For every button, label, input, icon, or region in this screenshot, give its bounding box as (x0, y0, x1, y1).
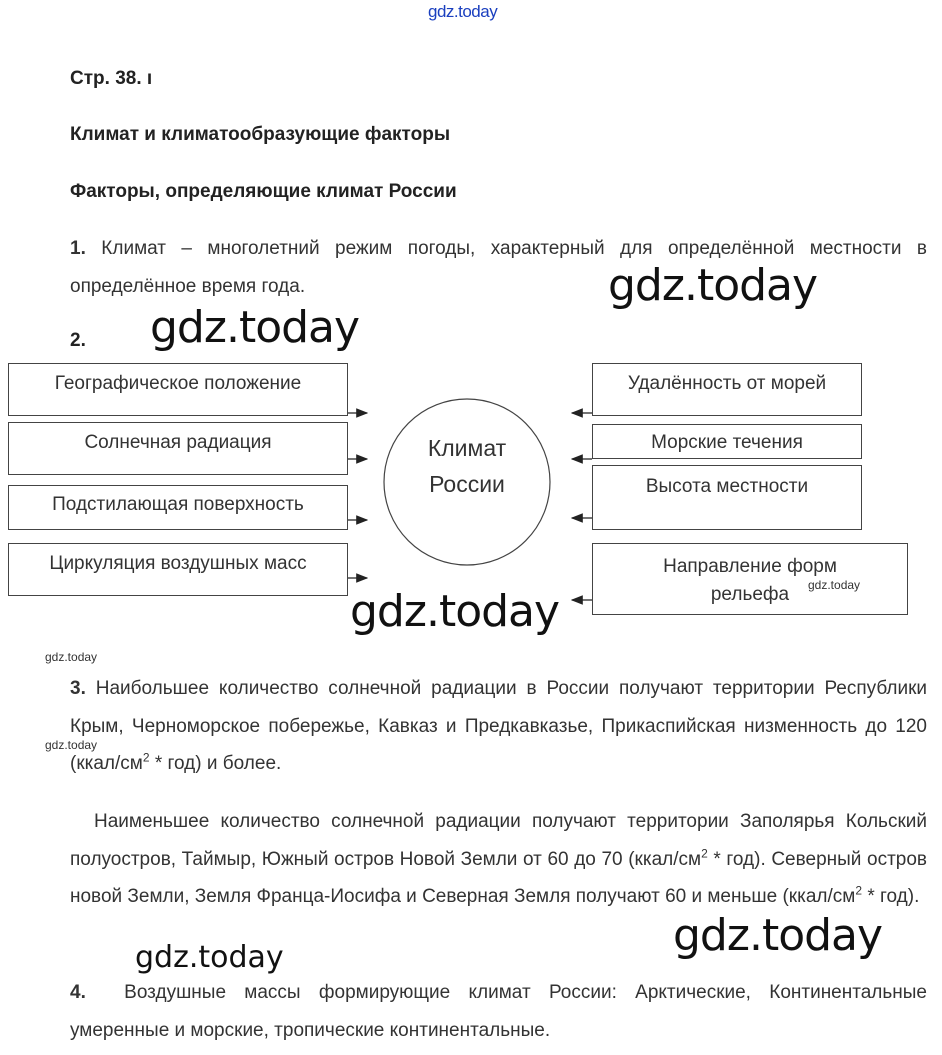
watermark-large: gdz.today (608, 260, 818, 311)
answer-2-number: 2. (70, 330, 86, 351)
factor-box-geographic-position (8, 363, 348, 416)
center-label-line-2: России (429, 471, 505, 497)
answer-3-text-b: * год) и более. (149, 753, 282, 774)
watermark-medium: gdz.today (135, 940, 284, 975)
factor-label: Подстилающая поверхность (52, 494, 304, 515)
factor-label: Морские течения (651, 432, 803, 453)
answer-4 (70, 974, 927, 1049)
center-label-line-1: Климат (427, 435, 507, 461)
factor-label: Удалённость от морей (627, 373, 827, 394)
answer-1-number: 1. (70, 238, 86, 259)
factor-box-distance-from-seas (592, 363, 862, 416)
answer-4-text: Воздушные массы формирующие климат России: Арктические, Континентальные умеренные и морские, тропические континентальные. (70, 982, 927, 1041)
superscript: 2 (701, 846, 708, 861)
answer-3-text-e: * год). (862, 886, 920, 907)
superscript: 2 (855, 883, 863, 898)
answer-3-text-a: Наибольшее количество солнечной радиации в России получают территории Республики Крым, Черноморское побережье, Кавказ и Предкавказье, Прикаспийская низменность до 120 (ккал/см (70, 678, 928, 774)
watermark-top: gdz.today (428, 2, 498, 21)
center-label (385, 430, 549, 502)
watermark-small: gdz.today (45, 650, 98, 664)
factor-label: Направление форм (663, 556, 837, 577)
answer-3-number: 3. (70, 678, 86, 699)
answer-3-paragraph-1 (70, 670, 927, 783)
factor-box-altitude (592, 465, 862, 530)
factor-box-sea-currents (592, 424, 862, 459)
factor-box-solar-radiation (8, 422, 348, 475)
factor-label: Высота местности (645, 476, 809, 497)
factor-label: Географическое положение (54, 373, 302, 394)
factor-box-air-circulation (8, 543, 348, 596)
answer-3-paragraph-2 (70, 803, 927, 916)
factor-label: рельефа (710, 584, 790, 605)
factor-label: Циркуляция воздушных масс (49, 553, 307, 574)
watermark-small: gdz.today (45, 738, 98, 752)
page-reference: Стр. 38. ı (70, 68, 153, 89)
answer-4-number: 4. (70, 982, 86, 1003)
factor-box-underlying-surface (8, 485, 348, 530)
factor-label: Солнечная радиация (84, 432, 272, 453)
answer-3-text-d: * год). Северный остров новой Земли, Земля Франца-Иосифа и Северная Земля получают 60 и меньше (ккал/см (70, 848, 927, 907)
answer-1-text: Климат – многолетний режим погоды, характерный для определённой местности в определённое время года. (70, 238, 928, 297)
watermark-large: gdz.today (673, 910, 883, 961)
section-title: Климат и климатообразующие факторы (70, 124, 451, 145)
answer-3-text-c: Наименьшее количество солнечной радиации получают территории Заполярья Кольский полуостров, Таймыр, Южный остров Новой Земли от 60 до 70 (ккал/см (70, 811, 927, 870)
factor-box-relief-direction (592, 543, 908, 615)
superscript: 2 (142, 750, 150, 765)
watermark-large: gdz.today (150, 302, 360, 353)
watermark-large: gdz.today (350, 586, 560, 637)
section-subtitle: Факторы, определяющие климат России (70, 181, 457, 202)
watermark-small: gdz.today (808, 578, 861, 592)
